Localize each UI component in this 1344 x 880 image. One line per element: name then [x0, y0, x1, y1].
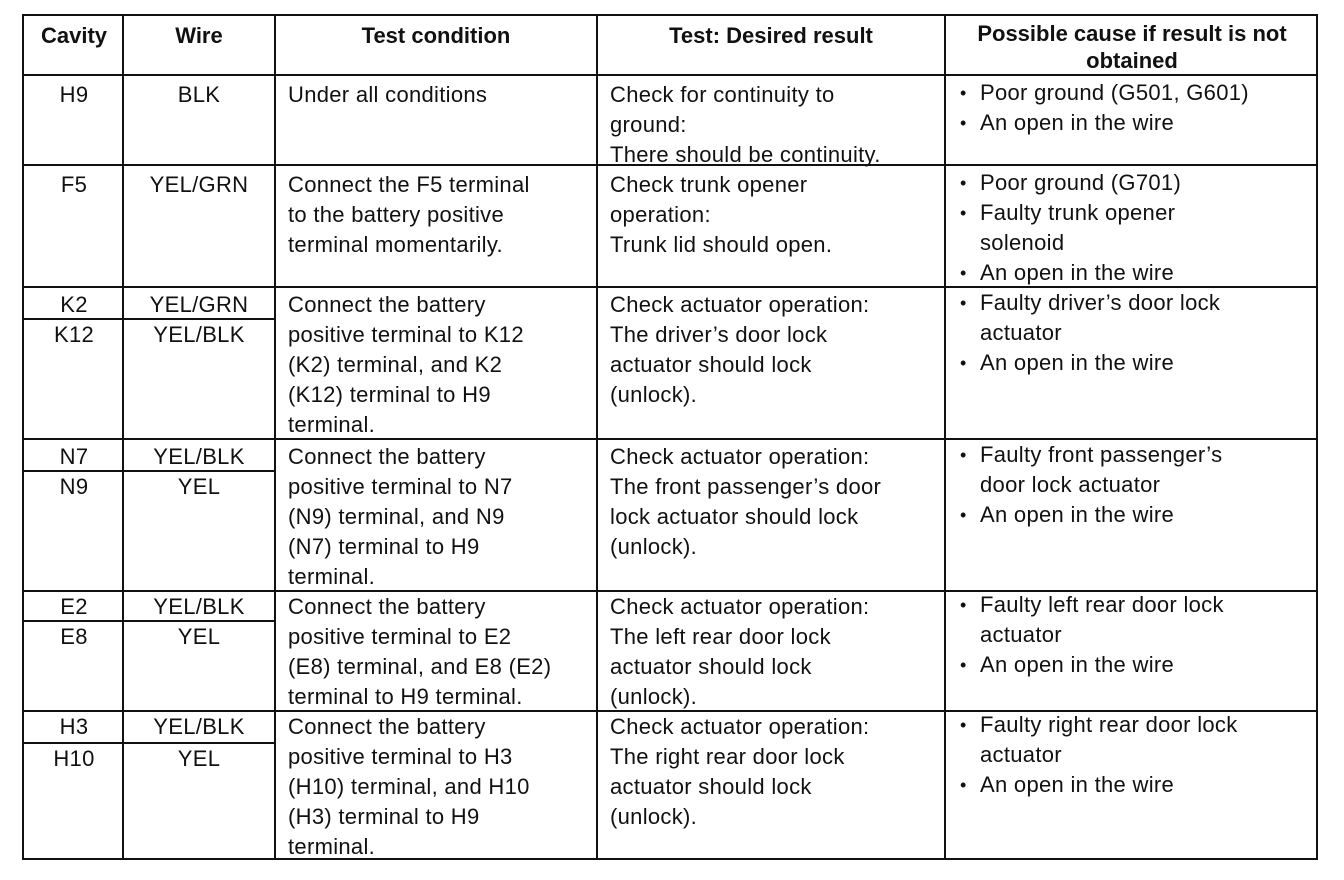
test-condition-cell: Connect the battery positive terminal to K12 (K2) terminal, and K2 (K12) terminal to H9 terminal.	[288, 292, 524, 437]
possible-cause-item: • Faulty left rear door lock actuator	[956, 590, 1316, 650]
possible-cause-item: • An open in the wire	[956, 348, 1316, 378]
possible-cause-item: • An open in the wire	[956, 258, 1316, 288]
cavity-cell: E8	[60, 624, 88, 649]
desired-result-cell: Check actuator operation: The right rear door lock actuator should lock (unlock).	[610, 714, 870, 829]
cavity-cell: E2	[60, 594, 88, 619]
desired-result-cell: Check actuator operation: The front passenger’s door lock actuator should lock (unlock).	[610, 444, 882, 559]
possible-cause-item: • An open in the wire	[956, 108, 1316, 138]
cavity-cell: K2	[60, 292, 88, 317]
cavity-cell: K12	[53, 322, 95, 347]
row-divider	[24, 74, 1316, 76]
desired-result-cell: Check actuator operation: The left rear door lock actuator should lock (unlock).	[610, 594, 870, 709]
wire-cell: YEL	[177, 474, 221, 499]
header-cavity: Cavity	[40, 23, 108, 48]
wire-cell: YEL/BLK	[153, 444, 245, 469]
desired-result-cell: Check for continuity to ground: There should be continuity.	[610, 82, 881, 167]
wire-cell: YEL	[177, 746, 221, 771]
possible-cause-list	[956, 288, 1316, 378]
wire-cell: YEL/BLK	[153, 714, 245, 739]
wire-cell: YEL/GRN	[149, 292, 249, 317]
column-divider	[274, 16, 276, 858]
header-wire: Wire	[175, 23, 223, 48]
possible-cause-item: • Faulty driver’s door lock actuator	[956, 288, 1316, 348]
possible-cause-item: • An open in the wire	[956, 770, 1316, 800]
possible-cause-item: • Faulty trunk opener solenoid	[956, 198, 1316, 258]
wire-cell: YEL	[177, 624, 221, 649]
possible-cause-item: • An open in the wire	[956, 500, 1316, 530]
cavity-cell: H3	[59, 714, 89, 739]
header-test-condition: Test condition	[361, 23, 511, 48]
cavity-cell: F5	[60, 172, 88, 197]
cavity-cell: H10	[53, 746, 95, 771]
column-divider	[596, 16, 598, 858]
possible-cause-list	[956, 440, 1316, 530]
cavity-cell: N7	[59, 444, 89, 469]
possible-cause-item: • Faulty right rear door lock actuator	[956, 710, 1316, 770]
cavity-cell: H9	[59, 82, 89, 107]
cavity-cell: N9	[59, 474, 89, 499]
wire-cell: BLK	[177, 82, 221, 107]
wire-cell: YEL/BLK	[153, 594, 245, 619]
possible-cause-list	[956, 78, 1316, 138]
test-condition-cell: Connect the F5 terminal to the battery positive terminal momentarily.	[288, 172, 530, 257]
wire-cell: YEL/GRN	[149, 172, 249, 197]
possible-cause-list	[956, 710, 1316, 800]
possible-cause-list	[956, 590, 1316, 680]
test-condition-cell: Connect the battery positive terminal to E2 (E8) terminal, and E8 (E2) terminal to H9 terminal.	[288, 594, 552, 709]
possible-cause-list	[956, 168, 1316, 288]
header-possible-cause: Possible cause if result is not obtained	[977, 21, 1287, 73]
test-condition-cell: Connect the battery positive terminal to H3 (H10) terminal, and H10 (H3) terminal to H9 terminal.	[288, 714, 530, 859]
possible-cause-item: • An open in the wire	[956, 650, 1316, 680]
wire-cell: YEL/BLK	[153, 322, 245, 347]
possible-cause-item: • Poor ground (G501, G601)	[956, 78, 1316, 108]
test-condition-cell: Under all conditions	[288, 82, 488, 107]
test-condition-cell: Connect the battery positive terminal to N7 (N9) terminal, and N9 (N7) terminal to H9 terminal.	[288, 444, 513, 589]
possible-cause-item: • Poor ground (G701)	[956, 168, 1316, 198]
possible-cause-item: • Faulty front passenger’s door lock actuator	[956, 440, 1316, 500]
wiring-test-table	[22, 14, 1318, 860]
desired-result-cell: Check trunk opener operation: Trunk lid should open.	[610, 172, 833, 257]
column-divider	[944, 16, 946, 858]
header-desired-result: Test: Desired result	[669, 23, 873, 48]
desired-result-cell: Check actuator operation: The driver’s door lock actuator should lock (unlock).	[610, 292, 870, 407]
